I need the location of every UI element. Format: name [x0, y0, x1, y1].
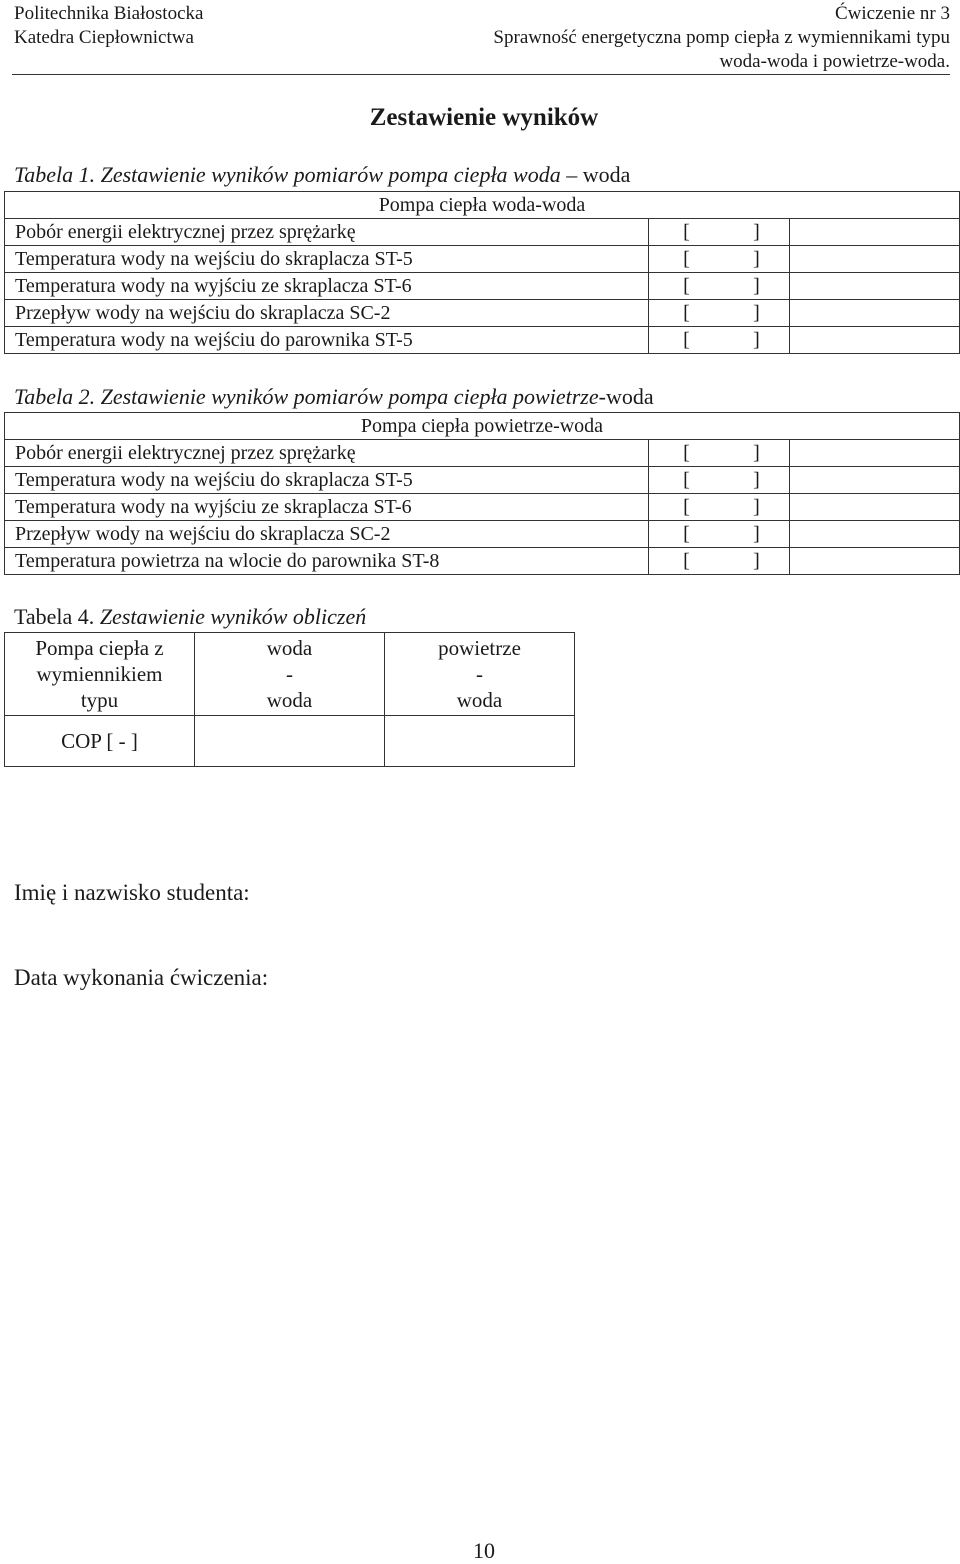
table2-header-row [5, 413, 960, 440]
subject-line-2: woda-woda i powietrze-woda. [719, 51, 950, 72]
header-line: woda [456, 688, 503, 712]
header-line: Pompa ciepła z [35, 636, 164, 660]
table1-caption-prefix: Tabela 1. [14, 162, 96, 187]
table2-caption-text: Zestawienie wyników pomiarów pompa ciepła powietrze [100, 384, 599, 409]
unit-cell[interactable] [649, 521, 789, 548]
table-row [5, 300, 960, 327]
table4-caption-text: Zestawienie wyników obliczeń [99, 604, 367, 629]
row-label: Temperatura wody na wyjściu ze skraplacza ST-6 [5, 273, 649, 300]
unit-close-bracket: ] [753, 469, 760, 491]
value-cell[interactable] [789, 219, 959, 246]
header-right [493, 2, 950, 74]
cop-value-woda-woda[interactable] [195, 716, 385, 767]
row-label: Temperatura wody na wyjściu ze skraplacza ST-6 [5, 494, 649, 521]
unit-open-bracket: [ [683, 523, 690, 545]
unit-open-bracket: [ [683, 221, 690, 243]
exercise-number: Ćwiczenie nr 3 [834, 3, 950, 24]
row-label: Pobór energii elektrycznej przez sprężarkę [5, 440, 649, 467]
table-row [5, 440, 960, 467]
unit-open-bracket: [ [683, 302, 690, 324]
table-row [5, 467, 960, 494]
value-cell[interactable] [789, 246, 959, 273]
table-row [5, 494, 960, 521]
unit-cell[interactable] [649, 300, 789, 327]
header-line: woda [266, 636, 313, 660]
unit-cell[interactable] [649, 440, 789, 467]
row-label: Temperatura wody na wejściu do skraplacza ST-5 [5, 467, 649, 494]
unit-cell[interactable] [649, 327, 789, 354]
table1-caption [14, 162, 630, 188]
unit-cell[interactable] [649, 467, 789, 494]
table4-col2-header [195, 633, 385, 716]
row-label: Przepływ wody na wejściu do skraplacza SC-2 [5, 300, 649, 327]
header-line: - [286, 662, 293, 686]
table2-header: Pompa ciepła powietrze-woda [5, 413, 960, 440]
table-row [5, 246, 960, 273]
unit-close-bracket: ] [753, 523, 760, 545]
header-line: powietrze [438, 636, 521, 660]
unit-open-bracket: [ [683, 442, 690, 464]
unit-cell[interactable] [649, 548, 789, 575]
section-title: Zestawienie wyników [369, 104, 599, 131]
unit-close-bracket: ] [753, 248, 760, 270]
header-line: - [476, 662, 483, 686]
page-number: 10 [473, 1538, 495, 1563]
header-left [14, 2, 203, 50]
header-line: typu [80, 688, 119, 712]
unit-open-bracket: [ [683, 248, 690, 270]
unit-close-bracket: ] [753, 550, 760, 572]
table2-caption [14, 384, 654, 410]
header-line: wymiennikiem [36, 662, 163, 686]
row-label: Temperatura powietrza na wlocie do parownika ST-8 [5, 548, 649, 575]
unit-open-bracket: [ [683, 550, 690, 572]
table1-header: Pompa ciepła woda-woda [5, 192, 960, 219]
table-row [5, 327, 960, 354]
value-cell[interactable] [789, 327, 959, 354]
table1-caption-text: Zestawienie wyników pomiarów pompa ciepła woda [100, 162, 561, 187]
table2 [4, 412, 960, 575]
unit-close-bracket: ] [753, 496, 760, 518]
table4-cop-row [5, 716, 575, 767]
unit-close-bracket: ] [753, 302, 760, 324]
unit-open-bracket: [ [683, 496, 690, 518]
subject-line-1: Sprawność energetyczna pomp ciepła z wymiennikami typu [493, 27, 950, 48]
row-label: Pobór energii elektrycznej przez sprężarkę [5, 219, 649, 246]
student-name-label: Imię i nazwisko studenta: [14, 880, 250, 905]
table1-caption-tail: – woda [560, 162, 631, 187]
row-label: Temperatura wody na wejściu do parownika ST-5 [5, 327, 649, 354]
unit-close-bracket: ] [753, 275, 760, 297]
value-cell[interactable] [789, 300, 959, 327]
table-row [5, 521, 960, 548]
university-name: Politechnika Białostocka [14, 3, 204, 24]
unit-cell[interactable] [649, 494, 789, 521]
department-name: Katedra Ciepłownictwa [14, 27, 194, 48]
cop-value-powietrze-woda[interactable] [385, 716, 575, 767]
unit-close-bracket: ] [753, 442, 760, 464]
unit-open-bracket: [ [683, 275, 690, 297]
value-cell[interactable] [789, 521, 959, 548]
table4-col3-header [385, 633, 575, 716]
value-cell[interactable] [789, 548, 959, 575]
row-label: Temperatura wody na wejściu do skraplacza ST-5 [5, 246, 649, 273]
unit-open-bracket: [ [683, 329, 690, 351]
table4-header-row [5, 633, 575, 716]
table1 [4, 191, 960, 354]
table2-caption-prefix: Tabela 2. [14, 384, 96, 409]
value-cell[interactable] [789, 273, 959, 300]
unit-open-bracket: [ [683, 469, 690, 491]
cop-label: COP [ - ] [5, 716, 195, 767]
unit-close-bracket: ] [753, 329, 760, 351]
unit-cell[interactable] [649, 219, 789, 246]
row-label: Przepływ wody na wejściu do skraplacza SC-2 [5, 521, 649, 548]
table-row [5, 219, 960, 246]
table-row [5, 548, 960, 575]
table-row [5, 273, 960, 300]
header-divider [12, 74, 950, 75]
table4 [4, 632, 575, 767]
unit-cell[interactable] [649, 273, 789, 300]
table4-caption-prefix: Tabela 4. [14, 604, 95, 629]
table4-caption [14, 604, 366, 630]
header-line: woda [266, 688, 313, 712]
value-cell[interactable] [789, 440, 959, 467]
value-cell[interactable] [789, 494, 959, 521]
table1-header-row [5, 192, 960, 219]
unit-cell[interactable] [649, 246, 789, 273]
value-cell[interactable] [789, 467, 959, 494]
unit-close-bracket: ] [753, 221, 760, 243]
table4-col1-header [5, 633, 195, 716]
date-label: Data wykonania ćwiczenia: [14, 965, 269, 990]
table2-caption-tail: -woda [598, 384, 654, 409]
